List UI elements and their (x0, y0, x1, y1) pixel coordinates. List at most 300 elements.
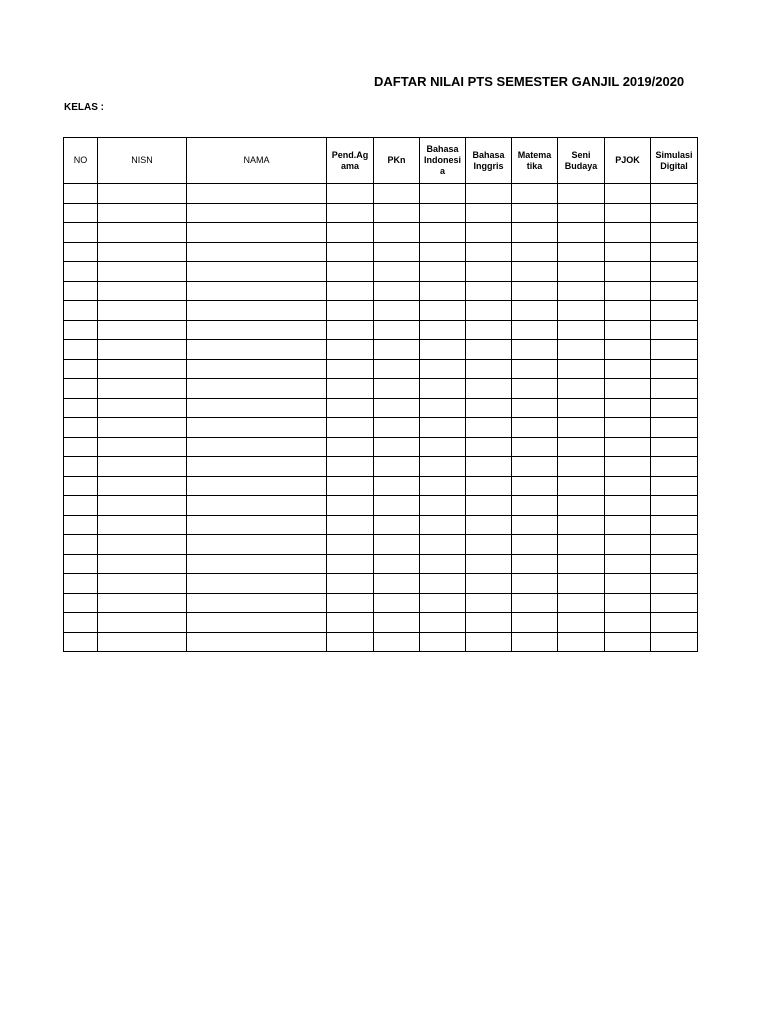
cell-simulasi-digital[interactable] (651, 457, 698, 477)
cell-bahasa-indonesia[interactable] (420, 437, 466, 457)
table-row (64, 320, 698, 340)
table-header-row (64, 138, 698, 184)
cell-bahasa-inggris[interactable] (466, 574, 512, 594)
table-row (64, 437, 698, 457)
cell-nama[interactable] (187, 398, 327, 418)
cell-pkn[interactable] (374, 320, 420, 340)
cell-bahasa-inggris[interactable] (466, 359, 512, 379)
cell-pjok[interactable] (605, 554, 651, 574)
header-no (64, 138, 98, 184)
cell-matematika[interactable] (512, 242, 558, 262)
cell-bahasa-inggris[interactable] (466, 203, 512, 223)
cell-seni-budaya[interactable] (558, 457, 605, 477)
cell-matematika[interactable] (512, 398, 558, 418)
cell-nisn[interactable] (98, 359, 187, 379)
table-row (64, 379, 698, 399)
header-label: Simulasi Digital (655, 149, 693, 171)
cell-pkn[interactable] (374, 281, 420, 301)
cell-pkn[interactable] (374, 223, 420, 243)
cell-pjok[interactable] (605, 379, 651, 399)
cell-pend-agama[interactable] (327, 418, 374, 438)
cell-nisn[interactable] (98, 340, 187, 360)
cell-seni-budaya[interactable] (558, 476, 605, 496)
cell-nama[interactable] (187, 184, 327, 204)
cell-seni-budaya[interactable] (558, 398, 605, 418)
cell-nisn[interactable] (98, 593, 187, 613)
cell-pend-agama[interactable] (327, 613, 374, 633)
header-seni-budaya (558, 138, 605, 184)
cell-simulasi-digital[interactable] (651, 203, 698, 223)
table-row (64, 203, 698, 223)
cell-bahasa-inggris[interactable] (466, 223, 512, 243)
cell-pjok[interactable] (605, 418, 651, 438)
cell-pjok[interactable] (605, 262, 651, 282)
cell-nama[interactable] (187, 632, 327, 652)
cell-bahasa-inggris[interactable] (466, 476, 512, 496)
cell-nama[interactable] (187, 340, 327, 360)
cell-matematika[interactable] (512, 184, 558, 204)
cell-seni-budaya[interactable] (558, 515, 605, 535)
cell-bahasa-indonesia[interactable] (420, 242, 466, 262)
cell-pend-agama[interactable] (327, 203, 374, 223)
cell-simulasi-digital[interactable] (651, 418, 698, 438)
cell-pend-agama[interactable] (327, 184, 374, 204)
cell-pend-agama[interactable] (327, 593, 374, 613)
cell-matematika[interactable] (512, 320, 558, 340)
cell-bahasa-inggris[interactable] (466, 379, 512, 399)
cell-nama[interactable] (187, 535, 327, 555)
cell-matematika[interactable] (512, 574, 558, 594)
cell-pkn[interactable] (374, 437, 420, 457)
cell-pjok[interactable] (605, 359, 651, 379)
cell-no[interactable] (64, 320, 98, 340)
cell-pend-agama[interactable] (327, 535, 374, 555)
cell-bahasa-indonesia[interactable] (420, 340, 466, 360)
cell-pkn[interactable] (374, 359, 420, 379)
cell-matematika[interactable] (512, 281, 558, 301)
cell-nama[interactable] (187, 515, 327, 535)
cell-simulasi-digital[interactable] (651, 515, 698, 535)
cell-bahasa-inggris[interactable] (466, 593, 512, 613)
cell-pkn[interactable] (374, 535, 420, 555)
cell-pkn[interactable] (374, 593, 420, 613)
cell-seni-budaya[interactable] (558, 242, 605, 262)
table-row (64, 574, 698, 594)
cell-simulasi-digital[interactable] (651, 262, 698, 282)
table-row (64, 262, 698, 282)
cell-pend-agama[interactable] (327, 554, 374, 574)
cell-simulasi-digital[interactable] (651, 281, 698, 301)
cell-seni-budaya[interactable] (558, 379, 605, 399)
cell-simulasi-digital[interactable] (651, 223, 698, 243)
cell-pend-agama[interactable] (327, 515, 374, 535)
cell-pjok[interactable] (605, 320, 651, 340)
cell-simulasi-digital[interactable] (651, 359, 698, 379)
cell-simulasi-digital[interactable] (651, 632, 698, 652)
cell-nisn[interactable] (98, 320, 187, 340)
cell-matematika[interactable] (512, 359, 558, 379)
cell-pkn[interactable] (374, 613, 420, 633)
cell-matematika[interactable] (512, 476, 558, 496)
cell-bahasa-inggris[interactable] (466, 496, 512, 516)
cell-nama[interactable] (187, 476, 327, 496)
cell-bahasa-indonesia[interactable] (420, 496, 466, 516)
cell-pend-agama[interactable] (327, 632, 374, 652)
cell-simulasi-digital[interactable] (651, 593, 698, 613)
cell-nama[interactable] (187, 359, 327, 379)
cell-simulasi-digital[interactable] (651, 301, 698, 321)
cell-nisn[interactable] (98, 515, 187, 535)
cell-nama[interactable] (187, 379, 327, 399)
cell-pjok[interactable] (605, 535, 651, 555)
cell-bahasa-inggris[interactable] (466, 613, 512, 633)
cell-bahasa-inggris[interactable] (466, 262, 512, 282)
cell-pjok[interactable] (605, 184, 651, 204)
cell-nama[interactable] (187, 613, 327, 633)
cell-nama[interactable] (187, 457, 327, 477)
header-label: Matema tika (517, 149, 552, 171)
cell-no[interactable] (64, 554, 98, 574)
cell-bahasa-indonesia[interactable] (420, 320, 466, 340)
cell-no[interactable] (64, 262, 98, 282)
cell-simulasi-digital[interactable] (651, 554, 698, 574)
cell-bahasa-indonesia[interactable] (420, 418, 466, 438)
header-label: NAMA (243, 155, 270, 165)
header-label: NISN (131, 155, 153, 165)
cell-no[interactable] (64, 242, 98, 262)
header-nisn (98, 138, 187, 184)
cell-pkn[interactable] (374, 632, 420, 652)
cell-matematika[interactable] (512, 457, 558, 477)
cell-nama[interactable] (187, 203, 327, 223)
cell-simulasi-digital[interactable] (651, 535, 698, 555)
table-body (64, 184, 698, 652)
cell-bahasa-inggris[interactable] (466, 535, 512, 555)
cell-bahasa-indonesia[interactable] (420, 281, 466, 301)
cell-bahasa-inggris[interactable] (466, 398, 512, 418)
cell-matematika[interactable] (512, 437, 558, 457)
cell-no[interactable] (64, 398, 98, 418)
cell-no[interactable] (64, 281, 98, 301)
cell-matematika[interactable] (512, 301, 558, 321)
cell-seni-budaya[interactable] (558, 632, 605, 652)
cell-no[interactable] (64, 593, 98, 613)
cell-matematika[interactable] (512, 223, 558, 243)
cell-pkn[interactable] (374, 457, 420, 477)
cell-pjok[interactable] (605, 301, 651, 321)
class-label: KELAS : (64, 102, 104, 113)
cell-seni-budaya[interactable] (558, 496, 605, 516)
cell-bahasa-inggris[interactable] (466, 320, 512, 340)
cell-bahasa-indonesia[interactable] (420, 457, 466, 477)
cell-bahasa-indonesia[interactable] (420, 554, 466, 574)
cell-bahasa-indonesia[interactable] (420, 398, 466, 418)
cell-pkn[interactable] (374, 262, 420, 282)
cell-bahasa-indonesia[interactable] (420, 223, 466, 243)
cell-nisn[interactable] (98, 613, 187, 633)
cell-pend-agama[interactable] (327, 223, 374, 243)
cell-matematika[interactable] (512, 262, 558, 282)
cell-seni-budaya[interactable] (558, 184, 605, 204)
cell-pjok[interactable] (605, 457, 651, 477)
cell-pjok[interactable] (605, 574, 651, 594)
cell-pjok[interactable] (605, 242, 651, 262)
cell-no[interactable] (64, 437, 98, 457)
cell-nisn[interactable] (98, 437, 187, 457)
cell-bahasa-indonesia[interactable] (420, 184, 466, 204)
cell-bahasa-indonesia[interactable] (420, 476, 466, 496)
cell-matematika[interactable] (512, 496, 558, 516)
cell-seni-budaya[interactable] (558, 223, 605, 243)
cell-nisn[interactable] (98, 476, 187, 496)
cell-pkn[interactable] (374, 554, 420, 574)
cell-matematika[interactable] (512, 418, 558, 438)
cell-pkn[interactable] (374, 515, 420, 535)
cell-pjok[interactable] (605, 476, 651, 496)
cell-no[interactable] (64, 340, 98, 360)
cell-nisn[interactable] (98, 242, 187, 262)
cell-pend-agama[interactable] (327, 262, 374, 282)
cell-bahasa-inggris[interactable] (466, 301, 512, 321)
header-label: Pend.Ag ama (331, 149, 369, 171)
cell-matematika[interactable] (512, 203, 558, 223)
cell-pend-agama[interactable] (327, 340, 374, 360)
cell-bahasa-inggris[interactable] (466, 632, 512, 652)
cell-bahasa-indonesia[interactable] (420, 593, 466, 613)
cell-seni-budaya[interactable] (558, 554, 605, 574)
cell-pend-agama[interactable] (327, 496, 374, 516)
cell-pkn[interactable] (374, 184, 420, 204)
cell-seni-budaya[interactable] (558, 301, 605, 321)
cell-pkn[interactable] (374, 242, 420, 262)
cell-seni-budaya[interactable] (558, 203, 605, 223)
cell-nama[interactable] (187, 496, 327, 516)
cell-nisn[interactable] (98, 398, 187, 418)
cell-pend-agama[interactable] (327, 398, 374, 418)
cell-nisn[interactable] (98, 418, 187, 438)
cell-nisn[interactable] (98, 554, 187, 574)
cell-nama[interactable] (187, 281, 327, 301)
cell-seni-budaya[interactable] (558, 281, 605, 301)
cell-nama[interactable] (187, 554, 327, 574)
cell-bahasa-inggris[interactable] (466, 242, 512, 262)
cell-simulasi-digital[interactable] (651, 379, 698, 399)
cell-bahasa-inggris[interactable] (466, 340, 512, 360)
cell-matematika[interactable] (512, 379, 558, 399)
cell-nisn[interactable] (98, 301, 187, 321)
cell-matematika[interactable] (512, 340, 558, 360)
cell-pend-agama[interactable] (327, 281, 374, 301)
cell-pjok[interactable] (605, 437, 651, 457)
cell-bahasa-inggris[interactable] (466, 184, 512, 204)
table-row (64, 535, 698, 555)
cell-nisn[interactable] (98, 632, 187, 652)
cell-pend-agama[interactable] (327, 457, 374, 477)
cell-bahasa-indonesia[interactable] (420, 203, 466, 223)
cell-no[interactable] (64, 574, 98, 594)
cell-pkn[interactable] (374, 574, 420, 594)
cell-pjok[interactable] (605, 203, 651, 223)
cell-bahasa-indonesia[interactable] (420, 379, 466, 399)
cell-pkn[interactable] (374, 379, 420, 399)
cell-pend-agama[interactable] (327, 476, 374, 496)
cell-no[interactable] (64, 515, 98, 535)
cell-pjok[interactable] (605, 398, 651, 418)
cell-pend-agama[interactable] (327, 379, 374, 399)
cell-bahasa-indonesia[interactable] (420, 515, 466, 535)
cell-seni-budaya[interactable] (558, 437, 605, 457)
cell-pend-agama[interactable] (327, 320, 374, 340)
cell-nisn[interactable] (98, 262, 187, 282)
cell-matematika[interactable] (512, 554, 558, 574)
cell-pend-agama[interactable] (327, 242, 374, 262)
cell-nisn[interactable] (98, 281, 187, 301)
cell-seni-budaya[interactable] (558, 262, 605, 282)
cell-nama[interactable] (187, 574, 327, 594)
cell-simulasi-digital[interactable] (651, 184, 698, 204)
cell-pend-agama[interactable] (327, 574, 374, 594)
cell-pend-agama[interactable] (327, 301, 374, 321)
cell-nama[interactable] (187, 320, 327, 340)
cell-no[interactable] (64, 379, 98, 399)
table-row (64, 223, 698, 243)
cell-pjok[interactable] (605, 281, 651, 301)
cell-nisn[interactable] (98, 574, 187, 594)
cell-pjok[interactable] (605, 223, 651, 243)
cell-pjok[interactable] (605, 632, 651, 652)
cell-simulasi-digital[interactable] (651, 320, 698, 340)
cell-pjok[interactable] (605, 496, 651, 516)
cell-bahasa-indonesia[interactable] (420, 301, 466, 321)
cell-nisn[interactable] (98, 223, 187, 243)
cell-nama[interactable] (187, 223, 327, 243)
cell-simulasi-digital[interactable] (651, 242, 698, 262)
cell-pjok[interactable] (605, 613, 651, 633)
cell-no[interactable] (64, 223, 98, 243)
cell-nisn[interactable] (98, 535, 187, 555)
table-row (64, 359, 698, 379)
header-pkn (374, 138, 420, 184)
cell-simulasi-digital[interactable] (651, 613, 698, 633)
cell-pjok[interactable] (605, 593, 651, 613)
cell-nama[interactable] (187, 262, 327, 282)
cell-bahasa-inggris[interactable] (466, 418, 512, 438)
cell-no[interactable] (64, 301, 98, 321)
cell-simulasi-digital[interactable] (651, 496, 698, 516)
cell-seni-budaya[interactable] (558, 340, 605, 360)
cell-no[interactable] (64, 418, 98, 438)
cell-seni-budaya[interactable] (558, 535, 605, 555)
cell-simulasi-digital[interactable] (651, 574, 698, 594)
cell-nama[interactable] (187, 437, 327, 457)
cell-nama[interactable] (187, 301, 327, 321)
cell-matematika[interactable] (512, 593, 558, 613)
cell-pkn[interactable] (374, 496, 420, 516)
cell-nisn[interactable] (98, 379, 187, 399)
cell-no[interactable] (64, 632, 98, 652)
cell-pend-agama[interactable] (327, 359, 374, 379)
cell-seni-budaya[interactable] (558, 574, 605, 594)
table-row (64, 476, 698, 496)
cell-seni-budaya[interactable] (558, 593, 605, 613)
cell-seni-budaya[interactable] (558, 320, 605, 340)
cell-nama[interactable] (187, 242, 327, 262)
cell-bahasa-inggris[interactable] (466, 281, 512, 301)
table-row (64, 281, 698, 301)
cell-matematika[interactable] (512, 535, 558, 555)
cell-pkn[interactable] (374, 340, 420, 360)
cell-simulasi-digital[interactable] (651, 398, 698, 418)
table-row (64, 184, 698, 204)
cell-bahasa-inggris[interactable] (466, 554, 512, 574)
cell-simulasi-digital[interactable] (651, 340, 698, 360)
cell-nisn[interactable] (98, 203, 187, 223)
table-row (64, 242, 698, 262)
cell-bahasa-indonesia[interactable] (420, 632, 466, 652)
cell-seni-budaya[interactable] (558, 418, 605, 438)
cell-no[interactable] (64, 476, 98, 496)
table-row (64, 515, 698, 535)
cell-nama[interactable] (187, 593, 327, 613)
cell-no[interactable] (64, 203, 98, 223)
cell-no[interactable] (64, 359, 98, 379)
table-row (64, 301, 698, 321)
cell-no[interactable] (64, 613, 98, 633)
cell-matematika[interactable] (512, 515, 558, 535)
table-row (64, 340, 698, 360)
header-matematika (512, 138, 558, 184)
header-bahasa-inggris (466, 138, 512, 184)
cell-pjok[interactable] (605, 340, 651, 360)
cell-bahasa-inggris[interactable] (466, 437, 512, 457)
cell-no[interactable] (64, 535, 98, 555)
cell-bahasa-indonesia[interactable] (420, 613, 466, 633)
header-label: Bahasa Inggris (472, 149, 505, 171)
cell-pjok[interactable] (605, 515, 651, 535)
cell-pkn[interactable] (374, 476, 420, 496)
cell-nama[interactable] (187, 418, 327, 438)
cell-matematika[interactable] (512, 632, 558, 652)
cell-seni-budaya[interactable] (558, 359, 605, 379)
header-label: Bahasa Indonesi a (423, 144, 461, 176)
cell-bahasa-indonesia[interactable] (420, 574, 466, 594)
table-row (64, 418, 698, 438)
grade-table (63, 137, 698, 652)
cell-nisn[interactable] (98, 184, 187, 204)
cell-no[interactable] (64, 184, 98, 204)
cell-pkn[interactable] (374, 203, 420, 223)
table-row (64, 613, 698, 633)
cell-bahasa-inggris[interactable] (466, 457, 512, 477)
cell-bahasa-indonesia[interactable] (420, 535, 466, 555)
cell-bahasa-indonesia[interactable] (420, 262, 466, 282)
cell-seni-budaya[interactable] (558, 613, 605, 633)
cell-bahasa-indonesia[interactable] (420, 359, 466, 379)
cell-no[interactable] (64, 457, 98, 477)
cell-nisn[interactable] (98, 496, 187, 516)
cell-pend-agama[interactable] (327, 437, 374, 457)
cell-simulasi-digital[interactable] (651, 476, 698, 496)
cell-simulasi-digital[interactable] (651, 437, 698, 457)
cell-pkn[interactable] (374, 301, 420, 321)
cell-nisn[interactable] (98, 457, 187, 477)
cell-pkn[interactable] (374, 418, 420, 438)
table-row (64, 593, 698, 613)
cell-bahasa-inggris[interactable] (466, 515, 512, 535)
cell-matematika[interactable] (512, 613, 558, 633)
cell-pkn[interactable] (374, 398, 420, 418)
cell-no[interactable] (64, 496, 98, 516)
